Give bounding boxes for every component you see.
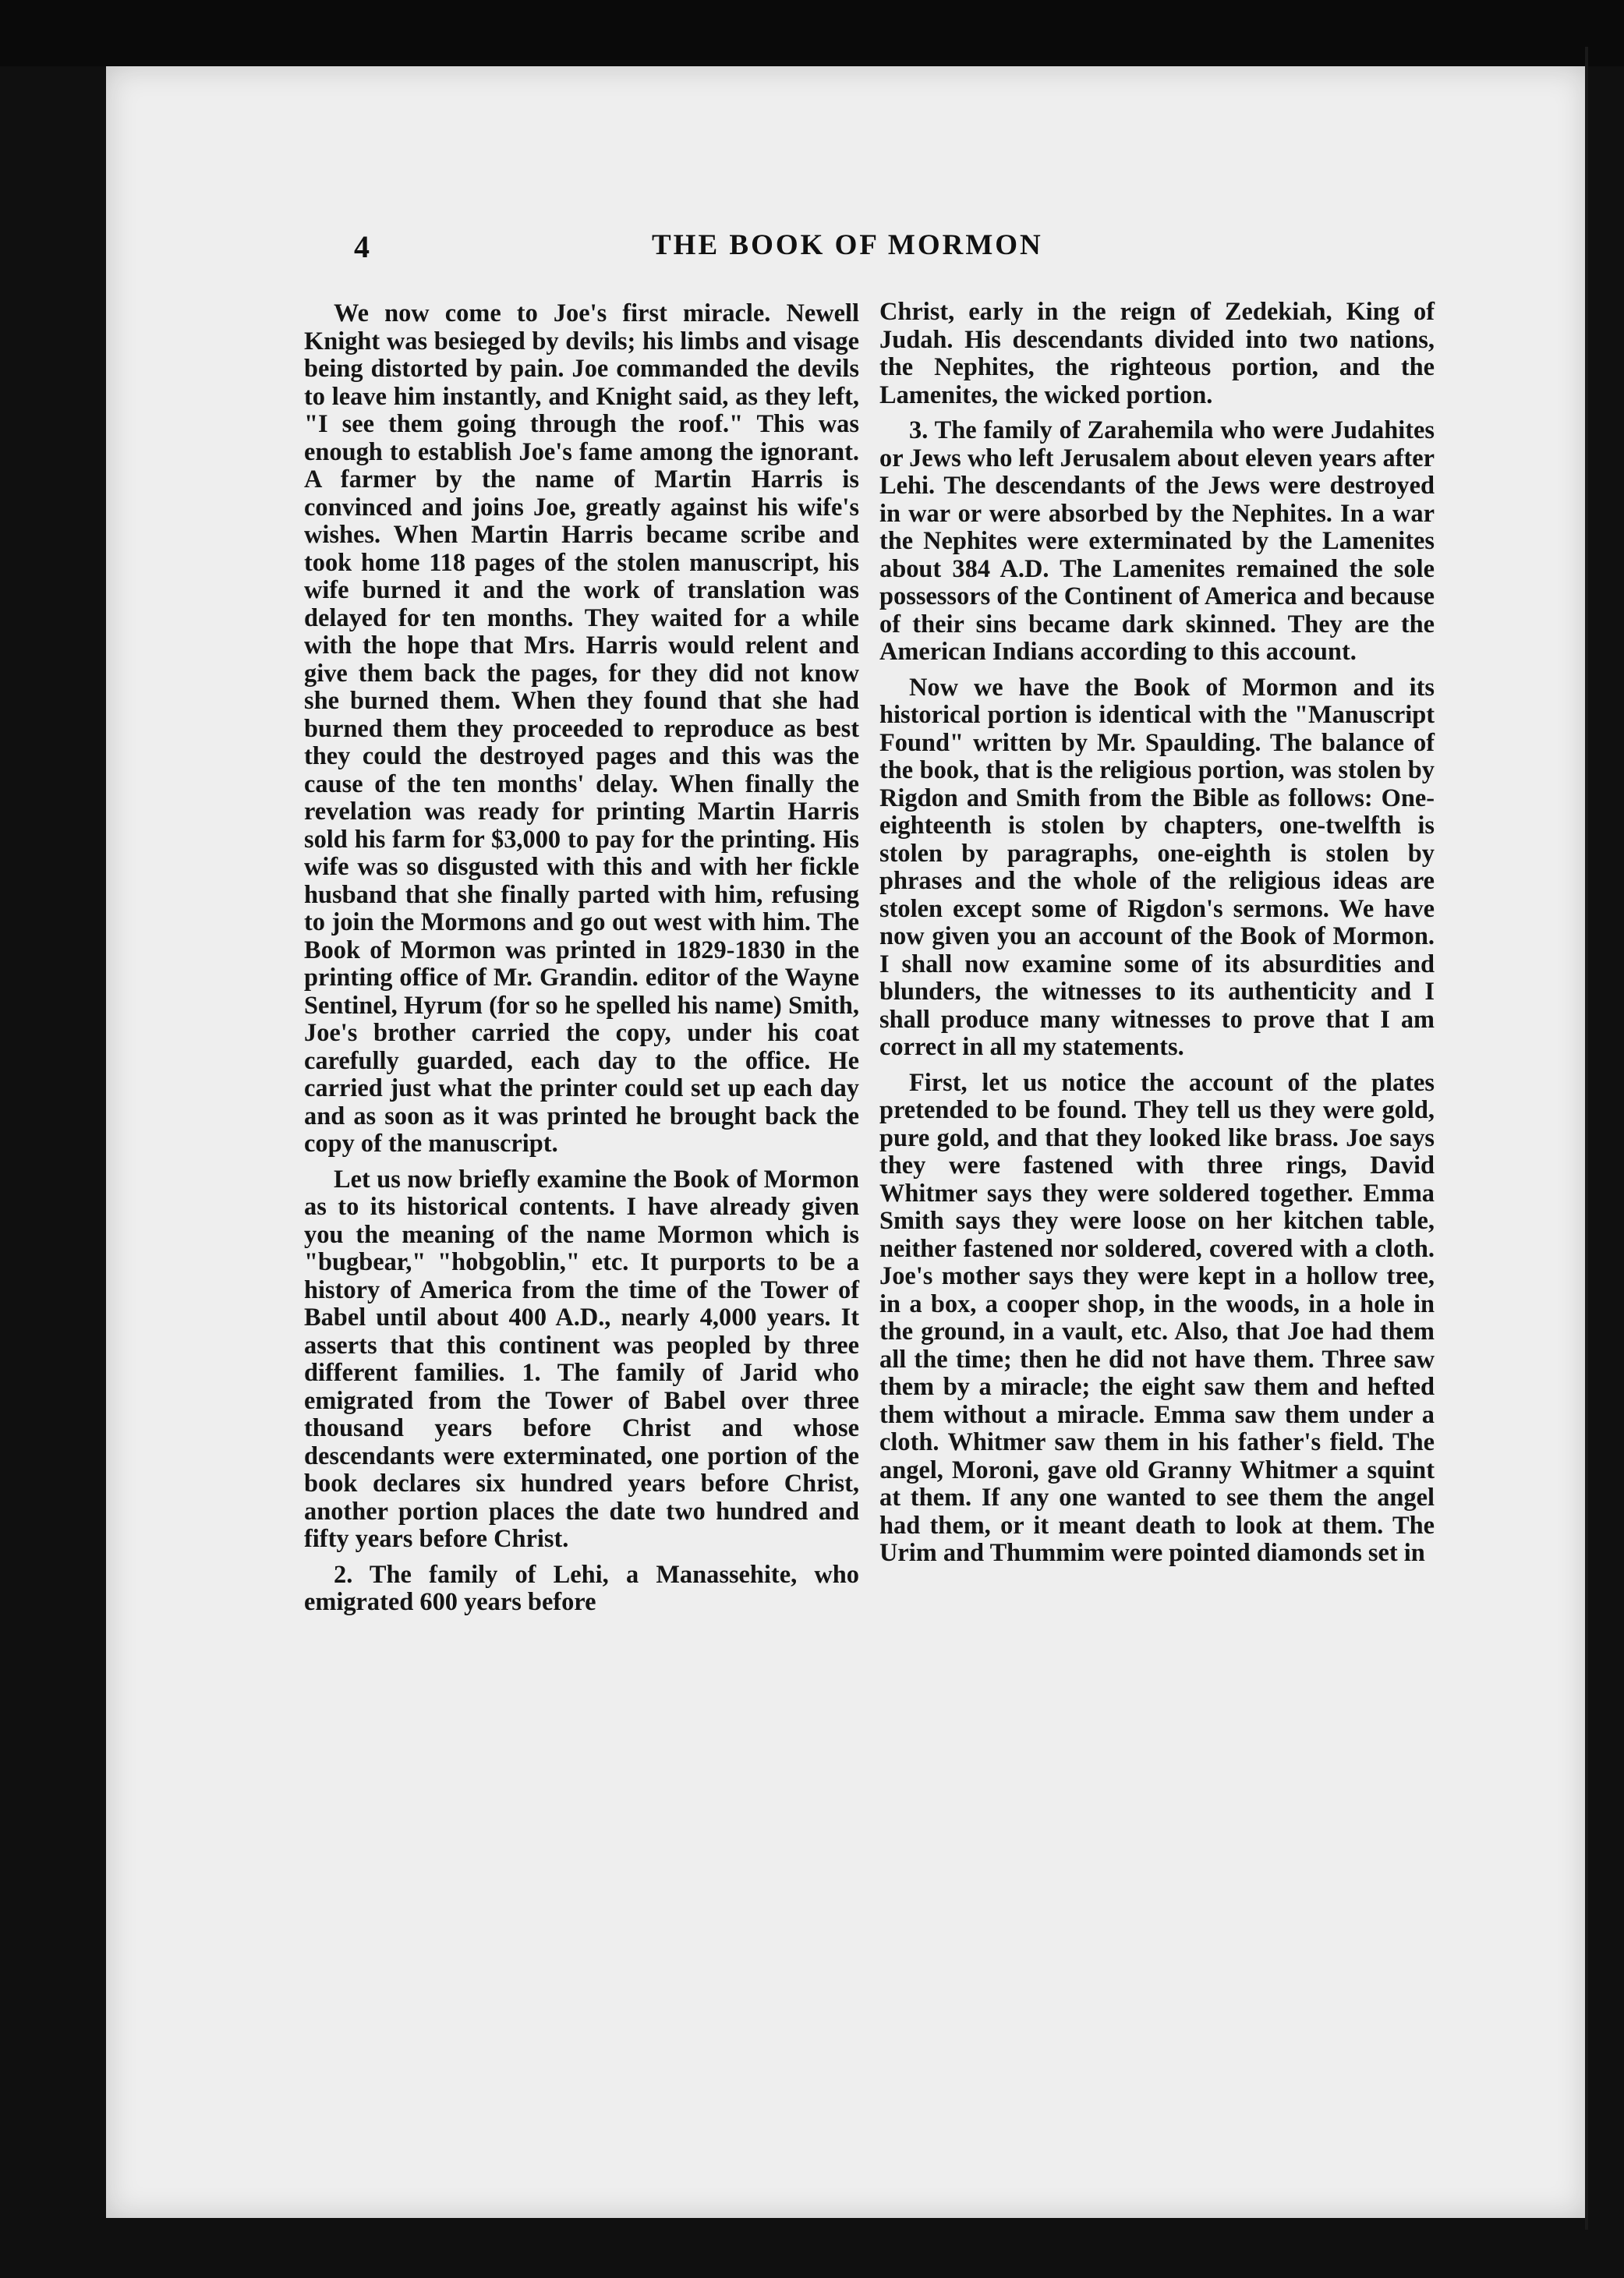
page-number: 4 bbox=[354, 229, 370, 264]
right-column bbox=[879, 299, 1435, 1568]
paragraph: Let us now briefly examine the Book of Mormon as to its historical contents. I have already given you the meaning of the name Mormon which is "bugbear," "hobgoblin," etc. It purports to be a history of America from the time of the Tower of Babel until about 400 A.D., nearly 4,000 years. It asserts that this continent was peopled by three different families. 1. The family of Jarid who emigrated from the Tower of Babel over three thousand years before Christ and whose descendants were exterminated, one portion of the book declares six hundred years before Christ, another portion places the date two hundred and fifty years before Christ. bbox=[304, 1165, 859, 1553]
paragraph: First, let us notice the account of the plates pretended to be found. They tell us they were gold, pure gold, and that they looked like brass. Joe says they were fastened with three rings, David Whitmer says they were soldered together. Emma Smith says they were loose on her kitchen table, neither fastened nor soldered, covered with a cloth. Joe's mother says they were kept in a hollow tree, in a box, a cooper shop, in the woods, in a hole in the ground, in a vault, etc. Also, that Joe had them all the time; then he did not have them. Three saw them by a miracle; the eight saw them and hefted them without a miracle. Emma saw them under a cloth. Whitmer saw them in his father's field. The angel, Moroni, gave old Granny Whitmer a squint at them. If any one wanted to see them the angel had them, or it meant death to look at them. The Urim and Thummim were pointed diamonds set in bbox=[879, 1068, 1435, 1567]
book-page bbox=[106, 66, 1587, 2218]
paragraph: We now come to Joe's first miracle. Newell Knight was besieged by devils; his limbs and visage being distorted by pain. Joe commanded the devils to leave him instantly, and Knight said, as they left, "I see them going through the roof." This was enough to establish Joe's fame among the ignorant. A farmer by the name of Martin Harris is convinced and joins Joe, greatly against his wife's wishes. When Martin Harris became scribe and took home 118 pages of the stolen manuscript, his wife burned it and the work of translation was delayed for ten months. They waited for a while with the hope that Mrs. Harris would relent and give them back the pages, for they did not know she burned them. When they found that she had burned them they proceeded to reproduce as best they could the destroyed pages and this was the cause of the ten months' delay. When finally the revelation was ready for printing Martin Harris sold his farm for $3,000 to pay for the printing. His wife was so disgusted with this and with her fickle husband that she finally parted with him, refusing to join the Mormons and go out west with him. The Book of Mormon was printed in 1829-1830 in the printing office of Mr. Grandin. editor of the Wayne Sentinel, Hyrum (for so he spelled his name) Smith, Joe's brother carried the copy, under his coat carefully guarded, each day to the office. He carried just what the printer could set up each day and as soon as it was printed he brought back the copy of the manuscript. bbox=[304, 299, 859, 1158]
left-column bbox=[304, 300, 859, 1617]
paragraph: Now we have the Book of Mormon and its historical portion is identical with the "Manuscript Found" written by Mr. Spaulding. The balance of the book, that is the religious portion, was stolen by Rigdon and Smith from the Bible as follows: One-eighteenth is stolen by chapters, one-twelfth is stolen by paragraphs, one-eighth is stolen by phrases and the whole of the religious ideas are stolen except some of Rigdon's sermons. We have now given you an account of the Book of Mormon. I shall now examine some of its absurdities and blunders, the witnesses to its authenticity and I shall produce many witnesses to prove that I am correct in all my statements. bbox=[879, 673, 1435, 1061]
scan-border-top bbox=[0, 0, 1624, 66]
running-head-title: THE BOOK OF MORMON bbox=[652, 229, 1043, 261]
paragraph: Christ, early in the reign of Zedekiah, King of Judah. His descendants divided into two nations, the Nephites, the righteous portion, and the Lamenites, the wicked portion. bbox=[879, 298, 1435, 409]
paragraph: 3. The family of Zarahemila who were Judahites or Jews who left Jerusalem about eleven years after Lehi. The descendants of the Jews were destroyed in war or were absorbed by the Nephites. In a war the Nephites were exterminated by the Lamenites about 384 A.D. The Lamenites remained the sole possessors of the Continent of America and because of their sins became dark skinned. They are the American Indians according to this account. bbox=[879, 416, 1435, 666]
running-head bbox=[106, 228, 1587, 267]
paragraph: 2. The family of Lehi, a Manassehite, who emigrated 600 years before bbox=[304, 1560, 859, 1616]
scan-page-edge bbox=[1585, 47, 1588, 2230]
